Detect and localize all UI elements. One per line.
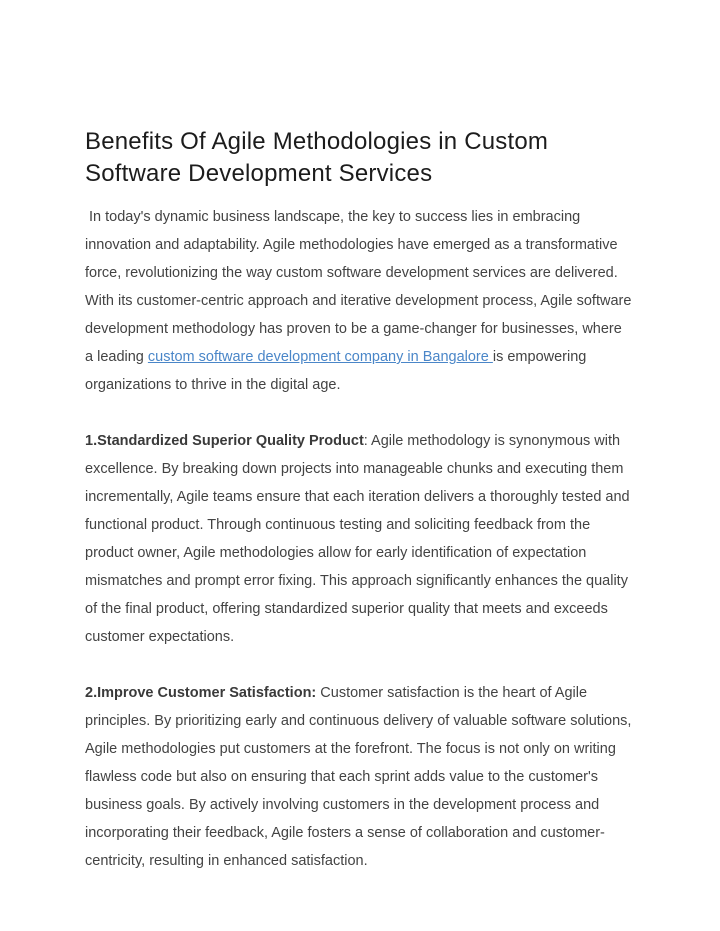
benefit-1-paragraph: [85, 427, 632, 651]
bangalore-company-link[interactable]: custom software development company in Bangalore: [147, 349, 493, 365]
document-title: Benefits Of Agile Methodologies in Custom Software Development Services: [85, 128, 549, 187]
benefit-2-heading: 2.Improve Customer Satisfaction:: [85, 685, 317, 701]
intro-text-after-link: is empowering organizations to thrive in the digital age.: [85, 349, 591, 393]
benefit-2-paragraph: [85, 679, 635, 875]
benefit-2-body: Customer satisfaction is the heart of Agile principles. By prioritizing early and continuous delivery of valuable software solutions, Agile methodologies put customers at the forefront. The focus is not only on writing flawless code but also on ensuring that each sprint adds value to the customer's business goals. By actively involving customers in the development process and incorporating their feedback, Agile fosters a sense of collaboration and customer-centricity, resulting in enhanced satisfaction.: [85, 685, 635, 869]
benefit-1-heading: 1.Standardized Superior Quality Product: [85, 433, 364, 449]
benefit-1-body: : Agile methodology is synonymous with excellence. By breaking down projects into manageable chunks and executing them incrementally, Agile teams ensure that each iteration delivers a thoroughly tested and functional product. Through continuous testing and soliciting feedback from the product owner, Agile methodologies allow for early identification of expectation mismatches and prompt error fixing. This approach significantly enhances the quality of the final product, offering standardized superior quality that meets and exceeds customer expectations.: [85, 433, 634, 645]
intro-paragraph: [85, 203, 636, 399]
intro-text-before-link: In today's dynamic business landscape, the key to success lies in embracing innovation and adaptability. Agile methodologies have emerged as a transformative force, revolutionizing the way custom software development services are delivered. With its customer-centric approach and iterative development process, Agile software development methodology has proven to be a game-changer for businesses, where a leading: [85, 209, 636, 365]
